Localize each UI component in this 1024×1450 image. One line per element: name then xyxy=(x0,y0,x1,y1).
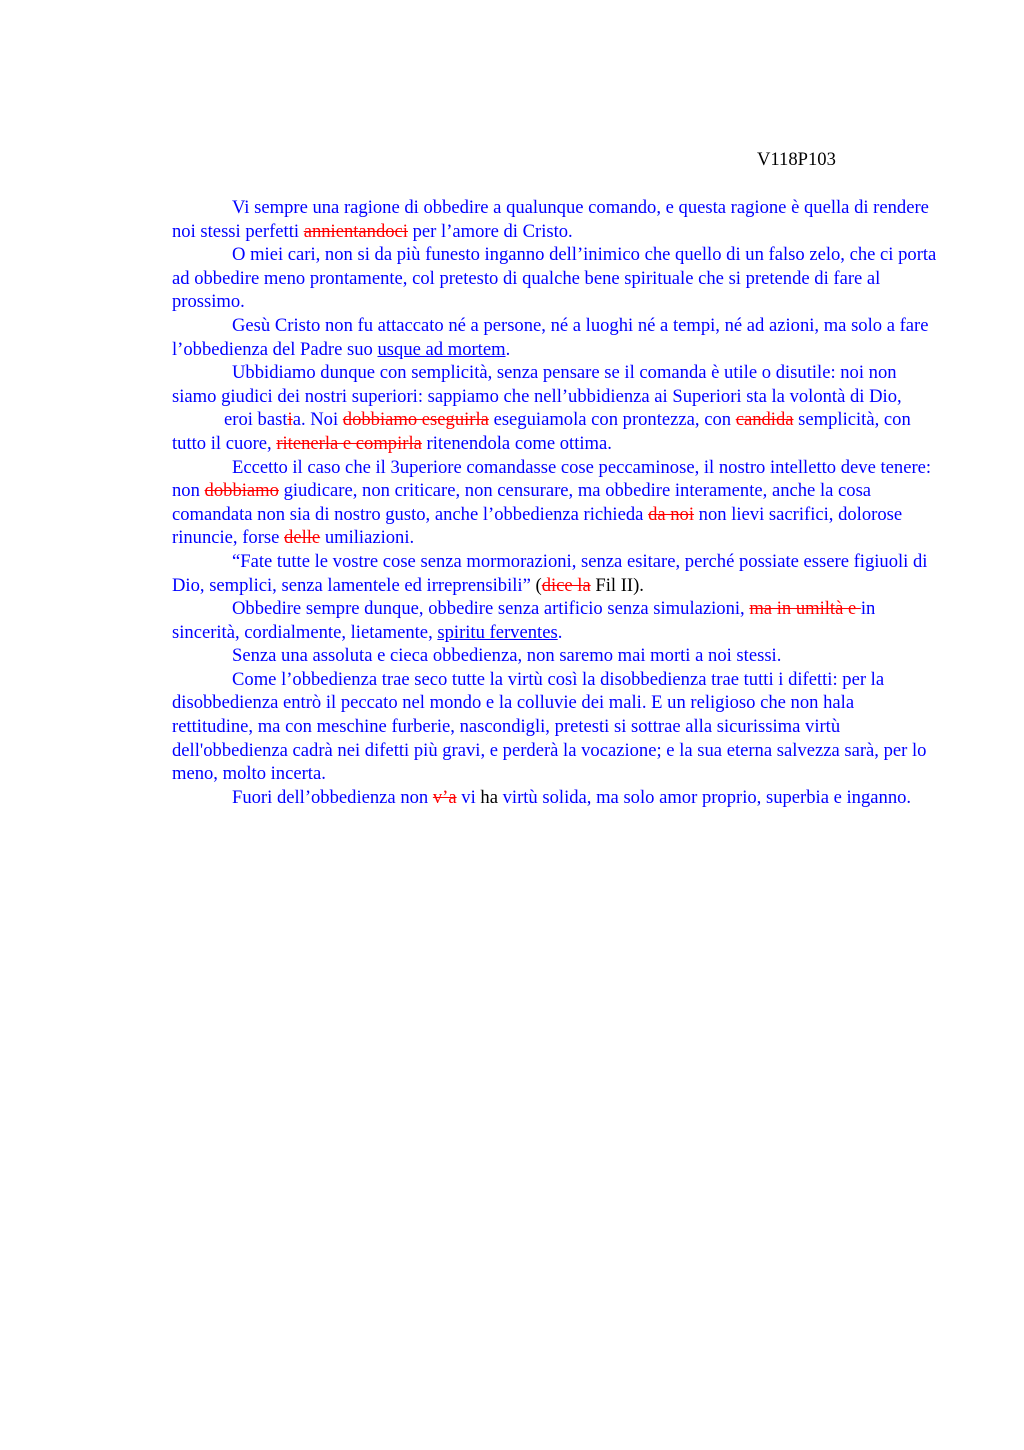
text-run: in sincerità, cordialmente, lietamente, xyxy=(172,598,876,643)
text-run: eseguiamola con prontezza, con xyxy=(488,409,736,431)
deleted-text: dobbiamo xyxy=(204,480,279,502)
deleted-text: candida xyxy=(735,409,794,431)
deleted-text: delle xyxy=(284,527,321,549)
text-run: Gesù Cristo non fu attaccato né a persone, né a luoghi né a tempi, né ad azioni, ma solo a fare l’obbedienza del Padre suo xyxy=(172,314,929,360)
text-run: eroi bast xyxy=(224,409,288,431)
text-run: Ubbidiamo dunque con semplicità, senza pensare se il comanda è utile o disutile: noi non siamo giudici dei nostri superiori: sappiamo che nell’ubbidienza ai Superiori sta la volontà di Dio, xyxy=(172,362,902,407)
paragraph-8 xyxy=(172,644,938,668)
deleted-text: dobbiamo eseguirla xyxy=(342,409,489,431)
deleted-text: annientandoci xyxy=(303,220,408,242)
text-run: giudicare, non criticare, non censurare, ma obbedire interamente, anche la cosa comandata non sia di nostro gusto, anche l’obbedienza richieda xyxy=(172,480,872,525)
deleted-text: da noi xyxy=(648,503,695,525)
text-run: virtù solida, ma solo amor proprio, superbia e inganno. xyxy=(497,786,912,808)
paragraph-6 xyxy=(172,550,938,597)
text-run: ritenendola come ottima. xyxy=(421,432,612,454)
paragraph-9 xyxy=(172,668,938,786)
deleted-text: ma in umiltà e xyxy=(749,598,861,620)
paragraph-5 xyxy=(172,456,938,550)
plain-text: ha xyxy=(480,786,498,808)
text-run: umiliazioni. xyxy=(320,527,415,549)
page-reference: V118P103 xyxy=(757,149,836,170)
text-run: semplicità, con tutto il cuore, xyxy=(172,409,911,454)
text-run: per l’amore di Cristo. xyxy=(407,220,573,242)
paragraph-4 xyxy=(172,361,938,455)
paragraph-7 xyxy=(172,597,938,644)
paragraph-1 xyxy=(172,196,938,243)
text-run: Fuori dell’obbedienza non xyxy=(232,786,433,808)
paragraph-3 xyxy=(172,314,938,361)
text-run: O miei cari, non si da più funesto inganno dell’inimico che quello di un falso zelo, che ci porta ad obbedire meno prontamente, col pretesto di qualche bene spirituale che si pretende di fare al prossimo. xyxy=(172,244,937,313)
text-run: “Fate tutte le vostre cose senza mormorazioni, senza esitare, perché possiate essere figiuoli di Dio, semplici, senza lamentele ed irreprensibili” xyxy=(172,550,928,596)
deleted-text: ritenerla e compirla xyxy=(276,432,422,454)
deleted-text: i xyxy=(287,409,293,431)
text-run: Eccetto il caso che il 3uperiore comandasse cose peccaminose, il nostro intelletto deve tenere: non xyxy=(172,456,932,502)
deleted-text: dice la xyxy=(541,574,591,596)
text-run: Obbedire sempre dunque, obbedire senza artificio senza simulazioni, xyxy=(232,598,750,620)
text-run: . xyxy=(505,338,511,360)
plain-text: ( xyxy=(535,574,542,596)
underlined-text: spiritu ferventes xyxy=(437,621,558,643)
text-run: non lievi sacrifici, dolorose rinuncie, forse xyxy=(172,503,903,549)
text-run: vi xyxy=(456,786,481,808)
text-run: Come l’obbedienza trae seco tutte la virtù così la disobbedienza trae tutti i difetti: per la disobbedienza entrò il peccato nel mondo e la colluvie dei mali. E un religioso che non hala rettitudine, ma con meschine furberie, nascondigli, pretesti si sottrae alla sicurissima virtù dell'obbedienza cadrà nei difetti più gravi, e perderà la vocazione; e la sua eterna salvezza sarà, per lo meno, molto incerta. xyxy=(172,668,927,785)
plain-text: Fil II). xyxy=(590,574,644,596)
deleted-text: v’a xyxy=(432,786,457,808)
document-body xyxy=(172,196,938,809)
paragraph-2 xyxy=(172,243,938,314)
text-run: Vi sempre una ragione di obbedire a qualunque comando, e questa ragione è quella di rendere noi stessi perfetti xyxy=(172,197,929,242)
text-run: Senza una assoluta e cieca obbedienza, non saremo mai morti a noi stessi. xyxy=(232,645,782,667)
underlined-text: usque ad mortem xyxy=(377,338,506,360)
text-run: a. Noi xyxy=(292,409,343,431)
paragraph-10 xyxy=(172,786,938,810)
text-run: . xyxy=(557,621,563,643)
